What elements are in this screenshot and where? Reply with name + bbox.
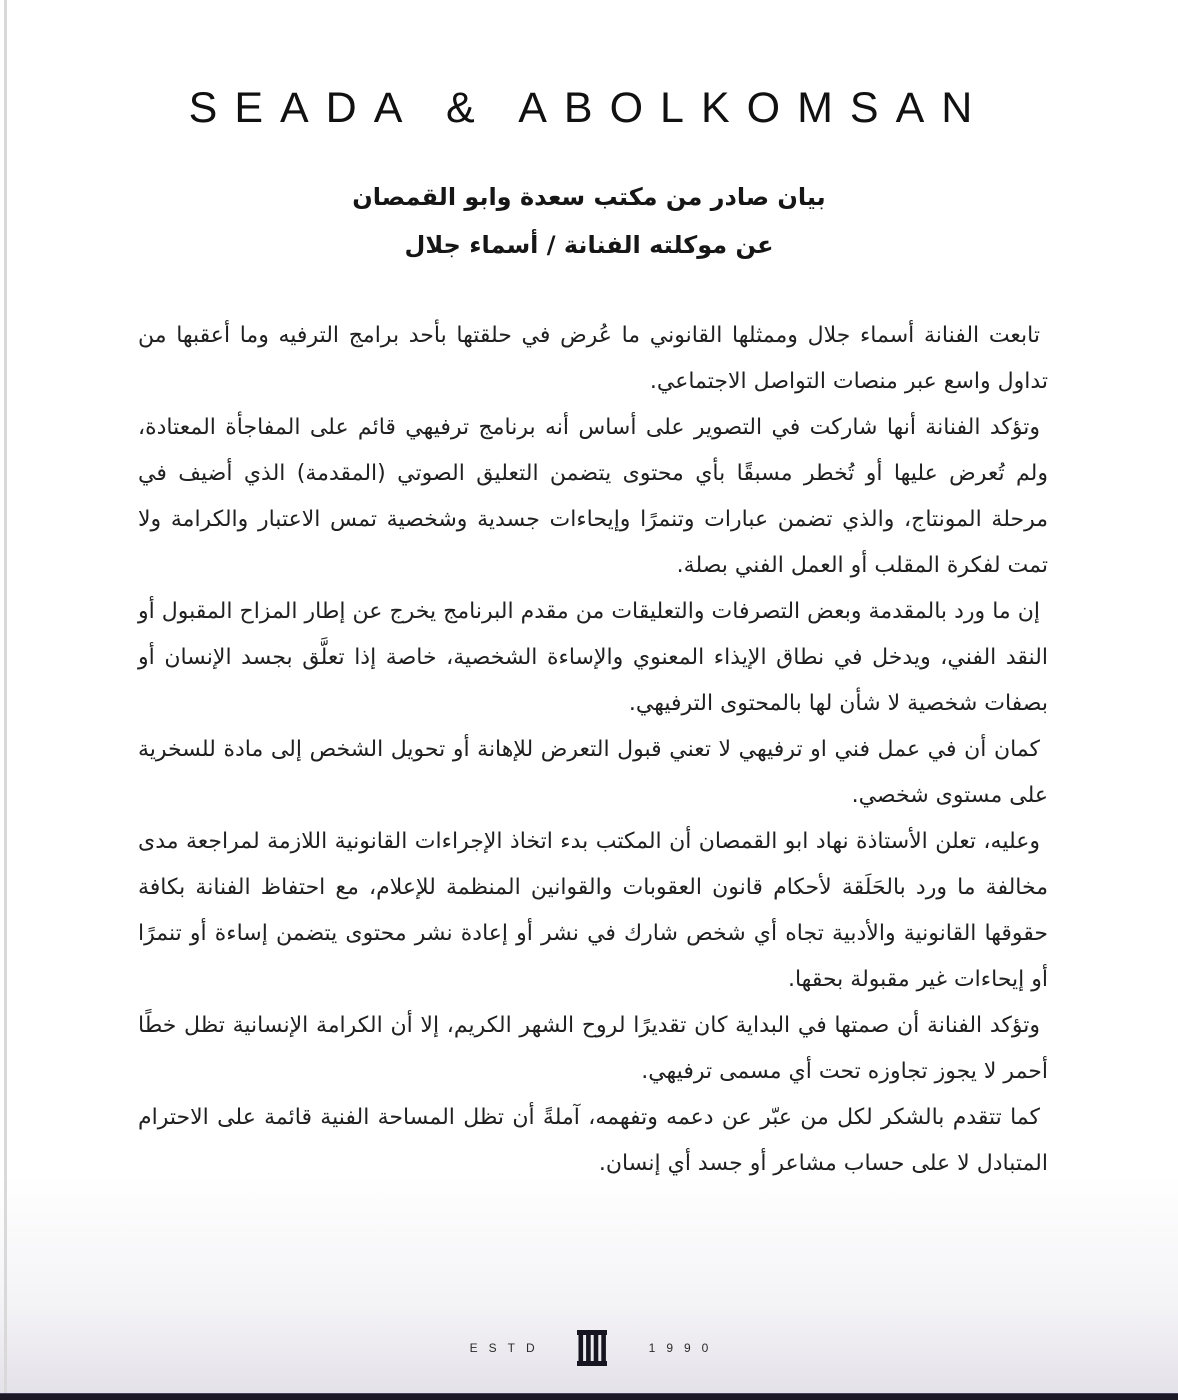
estd-label: ESTD <box>469 1341 546 1355</box>
statement-title-line1: بيان صادر من مكتب سعدة وابو القمصان <box>352 183 826 211</box>
left-edge-divider <box>4 0 7 1400</box>
column-bars-logo-icon <box>576 1330 608 1366</box>
law-office-brand-name: SEADA & ABOLKOMSAN <box>188 84 990 132</box>
footer <box>0 1330 1178 1366</box>
statement-paragraph: إن ما ورد بالمقدمة وبعض التصرفات والتعليقات من مقدم البرنامج يخرج عن إطار المزاح المقبول أو النقد الفني، ويدخل في نطاق الإيذاء المعنوي والإساءة الشخصية، خاصة إذا تعلَّق بجسد الإنسان أو بصفات شخصية لا شأن لها بالمحتوى الترفيهي. <box>138 599 1048 716</box>
statement-title <box>0 173 1178 269</box>
bottom-edge-bar <box>0 1393 1178 1400</box>
statement-body <box>138 313 1048 1187</box>
statement-paragraph: تابعت الفنانة أسماء جلال وممثلها القانوني ما عُرض في حلقتها بأحد برامج الترفيه وما أعقبها من تداول واسع عبر منصات التواصل الاجتماعي. <box>138 323 1048 394</box>
statement-paragraph: وعليه، تعلن الأستاذة نهاد ابو القمصان أن المكتب بدء اتخاذ الإجراءات القانونية اللازمة لمراجعة مدى مخالفة ما ورد بالحَلَقة لأحكام قانون العقوبات والقوانين المنظمة للإعلام، مع احتفاظ الفنانة بكافة حقوقها القانونية والأدبية تجاه أي شخص شارك في نشر أو إعادة نشر محتوى يتضمن إساءة أو تنمرًا أو إيحاءات غير مقبولة بحقها. <box>138 829 1048 992</box>
statement-paragraph: كمان أن في عمل فني او ترفيهي لا تعني قبول التعرض للإهانة أو تحويل الشخص إلى مادة للسخرية على مستوى شخصي. <box>138 737 1048 808</box>
estd-year: 1990 <box>648 1341 720 1355</box>
statement-paragraph: وتؤكد الفنانة أنها شاركت في التصوير على أساس أنه برنامج ترفيهي قائم على المفاجأة المعتادة، ولم تُعرض عليها أو تُخطر مسبقًا بأي محتوى يتضمن التعليق الصوتي (المقدمة) الذي أضيف في مرحلة المونتاج، والذي تضمن عبارات وتنمرًا وإيحاءات جسدية وشخصية تمس الاعتبار والكرامة ولا تمت لفكرة المقلب أو العمل الفني بصلة. <box>138 415 1048 578</box>
statement-paragraph: وتؤكد الفنانة أن صمتها في البداية كان تقديرًا لروح الشهر الكريم، إلا أن الكرامة الإنسانية تظل خطًا أحمر لا يجوز تجاوزه تحت أي مسمى ترفيهي. <box>138 1013 1048 1084</box>
statement-title-line2: عن موكلته الفنانة / أسماء جلال <box>404 231 774 259</box>
statement-paragraph: كما تتقدم بالشكر لكل من عبّر عن دعمه وتفهمه، آملةً أن تظل المساحة الفنية قائمة على الاحترام المتبادل لا على حساب مشاعر أو جسد أي إنسان. <box>138 1105 1048 1176</box>
